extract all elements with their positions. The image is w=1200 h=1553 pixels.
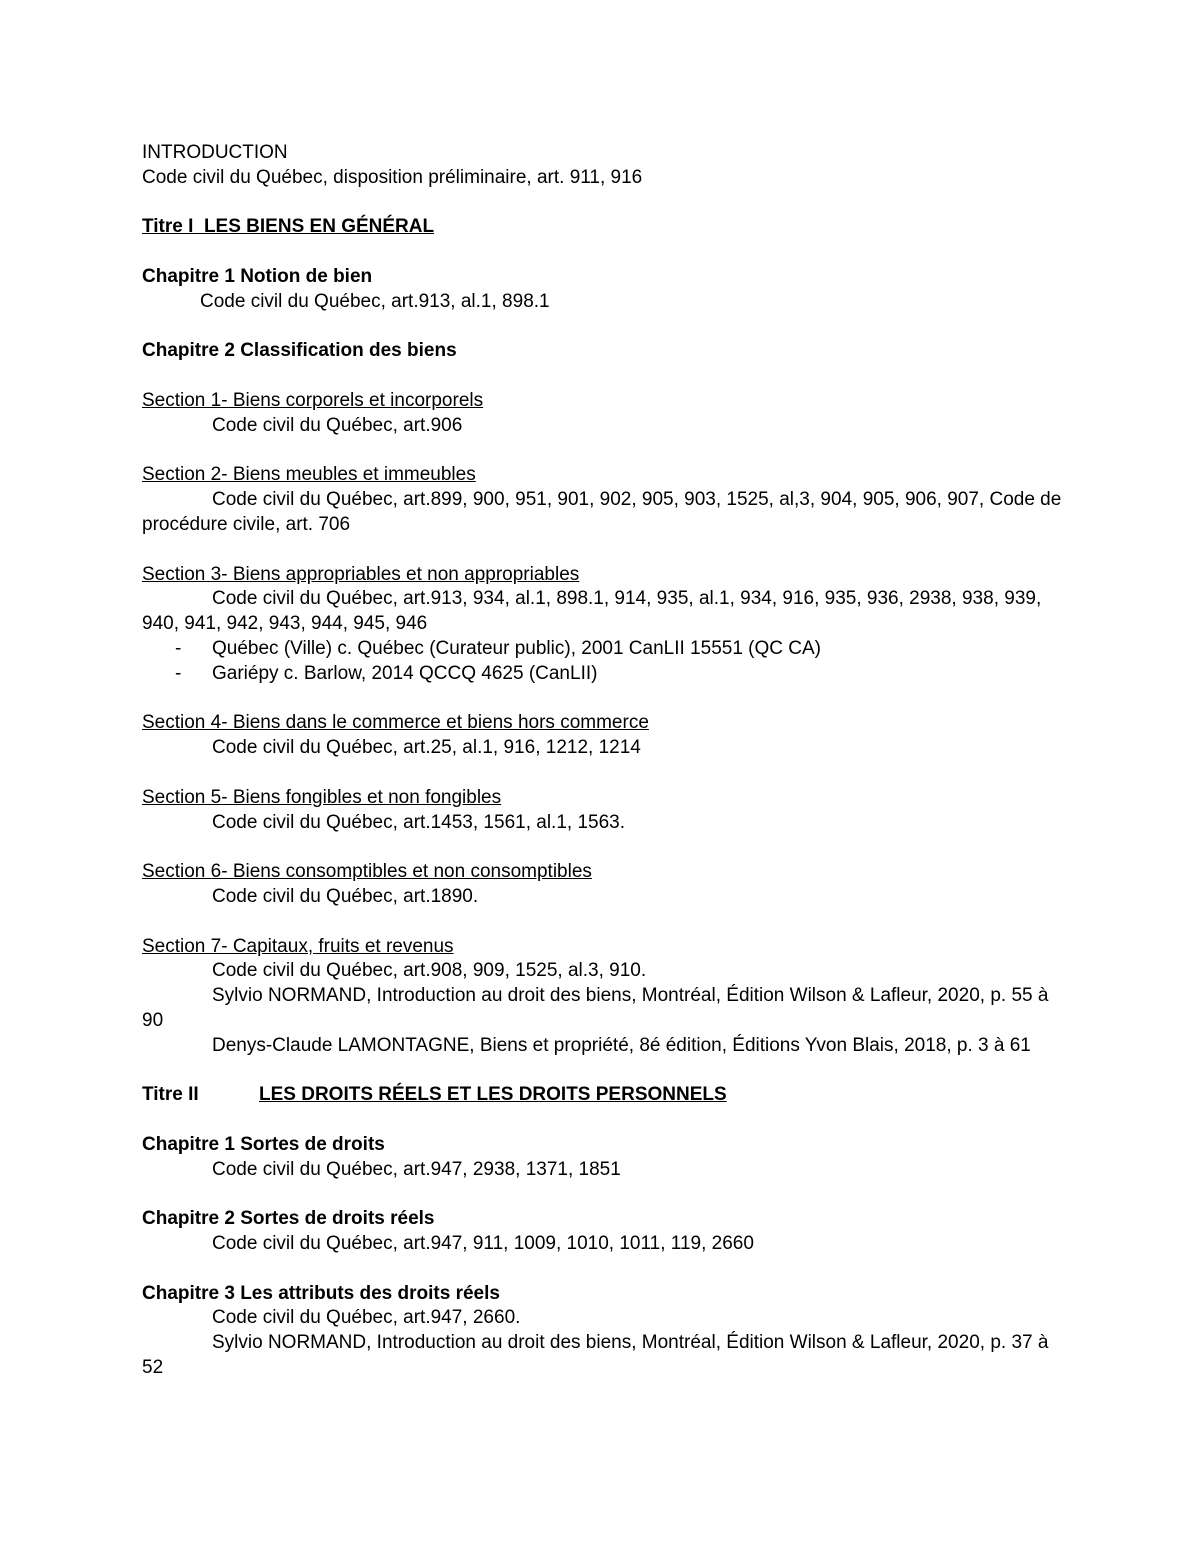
section-6-heading: Section 6- Biens consomptibles et non consomptibles xyxy=(142,861,592,883)
titre-1-heading: Titre I LES BIENS EN GÉNÉRAL xyxy=(142,216,435,238)
titre-2-heading xyxy=(142,1083,1062,1108)
case-citation xyxy=(142,637,1062,662)
document-page xyxy=(142,141,1062,1381)
book-citation: Sylvio NORMAND, Introduction au droit des biens, Montréal, Édition Wilson & Lafleur, 2020, p. 55 à 90 xyxy=(142,985,1049,1031)
section-5-reference: Code civil du Québec, art.1453, 1561, al.1, 1563. xyxy=(212,811,625,833)
case-citation xyxy=(142,662,1062,687)
titre-2-title: LES DROITS RÉELS ET LES DROITS PERSONNELS xyxy=(259,1084,727,1106)
dash-bullet: - xyxy=(175,662,182,684)
titre-2-chapitre-1-reference: Code civil du Québec, art.947, 2938, 1371, 1851 xyxy=(212,1158,621,1180)
chapitre-2-heading: Chapitre 2 Classification des biens xyxy=(142,340,457,362)
case-citation-text: Gariépy c. Barlow, 2014 QCCQ 4625 (CanLII) xyxy=(212,662,598,684)
section-4-reference: Code civil du Québec, art.25, al.1, 916, 1212, 1214 xyxy=(212,737,641,759)
chapitre-1-heading: Chapitre 1 Notion de bien xyxy=(142,265,373,287)
intro-reference: Code civil du Québec, disposition préliminaire, art. 911, 916 xyxy=(142,166,643,188)
book-citation: Denys-Claude LAMONTAGNE, Biens et propriété, 8é édition, Éditions Yvon Blais, 2018, p. 3 à 61 xyxy=(212,1034,1031,1056)
dash-bullet: - xyxy=(175,637,182,659)
section-1-reference: Code civil du Québec, art.906 xyxy=(212,414,463,436)
titre-2-chapitre-3-heading: Chapitre 3 Les attributs des droits réels xyxy=(142,1282,500,1304)
section-2-reference: Code civil du Québec, art.899, 900, 951, 901, 902, 905, 903, 1525, al,3, 904, 905, 906, 907, Code de procédure civile, art. 706 xyxy=(142,489,1062,535)
book-citation: Sylvio NORMAND, Introduction au droit des biens, Montréal, Édition Wilson & Lafleur, 2020, p. 37 à 52 xyxy=(142,1332,1049,1379)
titre-2-label: Titre II xyxy=(142,1084,199,1106)
section-5-heading: Section 5- Biens fongibles et non fongibles xyxy=(142,786,502,808)
section-4-heading: Section 4- Biens dans le commerce et biens hors commerce xyxy=(142,712,649,734)
titre-2-chapitre-1-heading: Chapitre 1 Sortes de droits xyxy=(142,1133,385,1155)
section-1-heading: Section 1- Biens corporels et incorporels xyxy=(142,389,484,411)
section-2-heading: Section 2- Biens meubles et immeubles xyxy=(142,464,476,486)
case-citation-text: Québec (Ville) c. Québec (Curateur public), 2001 CanLII 15551 (QC CA) xyxy=(212,637,822,659)
intro-heading: INTRODUCTION xyxy=(142,142,288,163)
titre-2-chapitre-3-reference: Code civil du Québec, art.947, 2660. xyxy=(212,1307,521,1329)
chapitre-1-reference: Code civil du Québec, art.913, al.1, 898.1 xyxy=(200,290,550,312)
section-7-reference: Code civil du Québec, art.908, 909, 1525, al.3, 910. xyxy=(212,960,647,982)
section-7-heading: Section 7- Capitaux, fruits et revenus xyxy=(142,935,454,957)
titre-2-chapitre-2-reference: Code civil du Québec, art.947, 911, 1009, 1010, 1011, 119, 2660 xyxy=(212,1233,754,1255)
section-6-reference: Code civil du Québec, art.1890. xyxy=(212,885,479,907)
titre-2-chapitre-2-heading: Chapitre 2 Sortes de droits réels xyxy=(142,1208,435,1230)
section-3-reference: Code civil du Québec, art.913, 934, al.1, 898.1, 914, 935, al.1, 934, 916, 935, 936, 2938, 938, 939, 940, 941, 942, 943, 944, 945, 946 xyxy=(142,588,1042,635)
section-3-heading: Section 3- Biens appropriables et non appropriables xyxy=(142,563,580,585)
